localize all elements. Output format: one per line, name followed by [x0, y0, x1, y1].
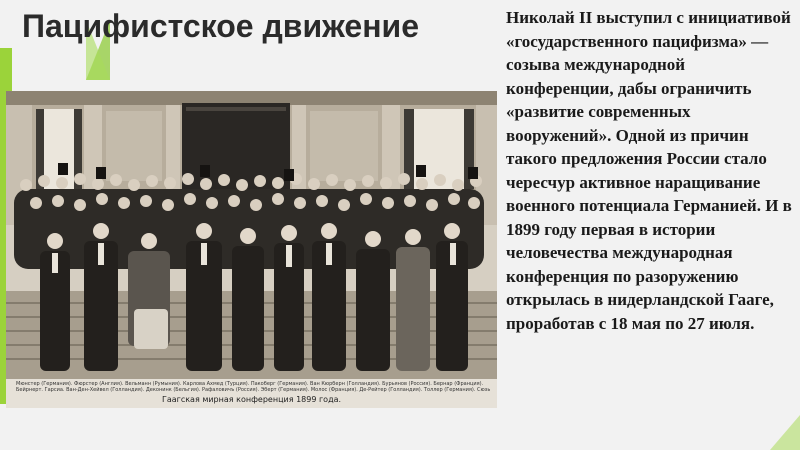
historical-group-photo [6, 91, 497, 408]
slide-title: Пацифистское движение [22, 8, 419, 44]
slide-body-text: Николай II выступил с инициативой «государственного пацифизма» — созыва международной конференции, дабы ограничить «развитие современных вооружений». Одной из причин такого предложения России стало чересчур активное наращивание военного потенциала Германией. И в 1899 году первая в истории человечества международная конференция по разоружению открылась в нидерландской Гааге, проработав с 18 мая по 27 июля. [506, 8, 792, 333]
photo-caption-title: Гаагская мирная конференция 1899 года. [161, 395, 342, 404]
photo-caption-names: Мюнстер (Германия). Фюрстер (Англия). Вельманн (Румыния). Карлова Ахмед (Турция). Пакоберг (Германия). Ван Кюрберн (Голландия). Бурьянов (Россия). Бернар (Франция). Бейрнерт. Гарсиа. Ван-Ден-Хейвел (Голландия). Деконинк (Бельгия). Рафаловичъ (Россия). Эберт (Германия). Молос (Франция). Де-Рейтер (Голландия). Толлер (Германия). Сюзь [16, 381, 491, 393]
photo-illustration [6, 91, 497, 408]
decor-triangle [770, 415, 800, 450]
